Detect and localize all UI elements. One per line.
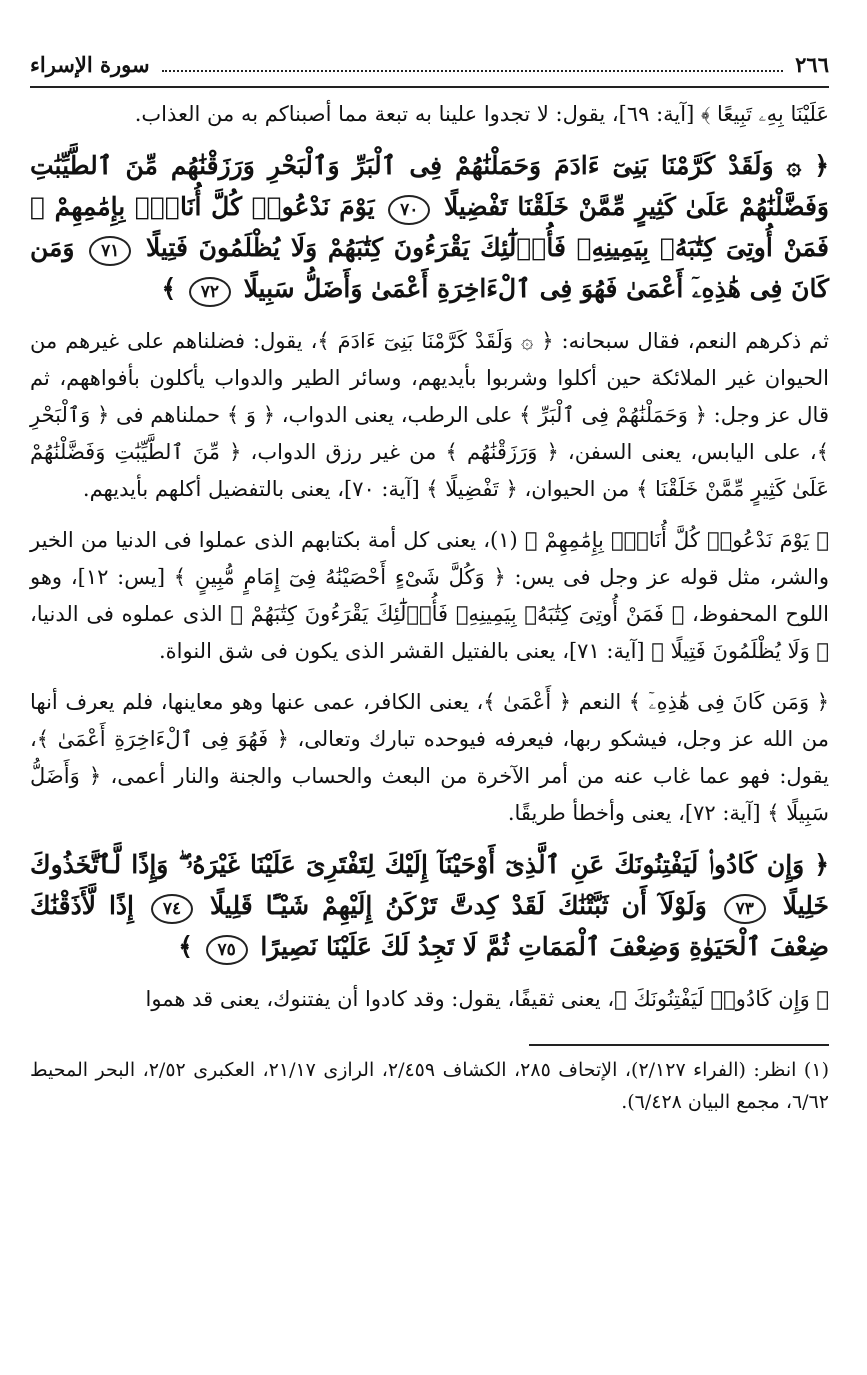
commentary-paragraph-1: ثم ذكرهم النعم، فقال سبحانه: ﴿ ۞ وَلَقَدْ كَرَّمْنَا بَنِىٓ ءَادَمَ ﴾، يقول: فضلناهم على غيرهم من الحيوان غير الملائكة حين أكلوا وشربوا بأيديهم، وسائر الطير والدواب يأكلون بأفواههم، ثم قال عز وجل: ﴿ وَحَمَلْنَٰهُمْ فِى ٱلْبَرِّ ﴾ على الرطب، يعنى الدواب، ﴿ وَ ﴾ حملناهم فى ﴿ وَٱلْبَحْرِ ﴾، على اليابس، يعنى السفن، ﴿ وَرَزَقْنَٰهُم ﴾ من غير رزق الدواب، ﴿ مِّنَ ٱلطَّيِّبَٰتِ وَفَضَّلْنَٰهُمْ عَلَىٰ كَثِيرٍ مِّمَّنْ خَلَقْنَا ﴾ من الحيوان، ﴿ تَفْضِيلًا ﴾ [آية: ٧٠]، يعنى بالتفضيل أكلهم بأيديهم.: [30, 329, 829, 501]
surah-title: سورة الإسراء: [30, 52, 150, 77]
header-rule: [30, 86, 829, 88]
header-dots: [162, 70, 784, 72]
ayah-number-72: ٧٢: [189, 277, 231, 307]
verse-75-text: إِذًا لَّأَذَقْنَٰكَ ضِعْفَ ٱلْحَيَوٰةِ وَضِعْفَ ٱلْمَمَاتِ ثُمَّ لَا تَجِدُ لَكَ عَلَيْنَا نَصِيرًا: [30, 891, 829, 961]
ayah-number-70: ٧٠: [388, 195, 430, 225]
ayah-number-74: ٧٤: [151, 894, 193, 924]
verse-72-text: وَمَن كَانَ فِى هَٰذِهِۦٓ أَعْمَىٰ فَهُوَ فِى ٱلْءَاخِرَةِ أَعْمَىٰ وَأَضَلُّ سَبِيلًا: [30, 233, 829, 303]
book-page: [30, 52, 829, 1355]
footnote: (١) انظر: (الفراء ٢/١٢٧)، الإتحاف ٢٨٥، الكشاف ٢/٤٥٩، الرازى ٢١/١٧، العكبرى ٢/٥٢، البحر المحيط ٦/٦٢، مجمع البيان ٦/٤٢٨).: [30, 1059, 829, 1113]
verse-73-text: ﴿ وَإِن كَادُوا۟ لَيَفْتِنُونَكَ عَنِ ٱلَّذِىٓ أَوْحَيْنَآ إِلَيْكَ لِتَفْتَرِىَ عَلَيْنَا غَيْرَهُۥ ۖ وَإِذًا لَّٱتَّخَذُوكَ خَلِيلًا: [30, 850, 829, 920]
commentary-paragraph-2: ﴿ يَوْمَ نَدْعُوا۟ كُلَّ أُنَاسٍۭ بِإِمَٰمِهِمْ ﴾ (١)، يعنى كل أمة بكتابهم الذى عملوا فى الدنيا من الخير والشر، مثل قوله عز وجل فى يس: ﴿ وَكُلَّ شَىْءٍ أَحْصَيْنَٰهُ فِىٓ إِمَامٍ مُّبِينٍ ﴾ [يس: ١٢]، وهو اللوح المحفوظ، ﴿ فَمَنْ أُوتِىَ كِتَٰبَهُۥ بِيَمِينِهِۦ فَأُو۟لَٰٓئِكَ يَقْرَءُونَ كِتَٰبَهُمْ ﴾ الذى عملوه فى الدنيا، ﴿ وَلَا يُظْلَمُونَ فَتِيلًا ﴾ [آية: ٧١]، يعنى بالفتيل القشر الذى يكون فى شق النواة.: [30, 528, 829, 663]
ayah-number-75: ٧٥: [206, 935, 248, 965]
ayah-number-71: ٧١: [89, 236, 131, 266]
ayah-number-73: ٧٣: [724, 894, 766, 924]
commentary-paragraph-4: ﴿ وَإِن كَادُوا۟ لَيَفْتِنُونَكَ ﴾، يعنى ثقيفًا، يقول: وقد كادوا أن يفتنوك، يعنى قد هموا: [145, 987, 829, 1011]
commentary-paragraph-3: ﴿ وَمَن كَانَ فِى هَٰذِهِۦٓ ﴾ النعم ﴿ أَعْمَىٰ ﴾، يعنى الكافر، عمى عنها وهو معاينها، فلم يعرف أنها من الله عز وجل، فيشكو ربها، فيعرفه فيوحده تبارك وتعالى، ﴿ فَهُوَ فِى ٱلْءَاخِرَةِ أَعْمَىٰ ﴾، يقول: فهو عما غاب عنه من أمر الآخرة من البعث والحساب والجنة والنار أعمى، ﴿ وَأَضَلُّ سَبِيلًا ﴾ [آية: ٧٢]، يعنى وأخطأ طريقًا.: [30, 690, 829, 825]
intro-line: عَلَيْنَا بِهِۦ تَبِيعًا ﴾ [آية: ٦٩]، يقول: لا تجدوا علينا به تبعة مما أصبناكم به من العذاب.: [134, 102, 829, 126]
verse-close-bracket-2: ﴾: [178, 932, 193, 961]
verse-close-bracket: ﴾: [161, 274, 177, 303]
quran-verses-73-75: [30, 844, 829, 967]
page-number: ٢٦٦: [795, 52, 829, 77]
verse-70-text: ﴿ ۞ وَلَقَدْ كَرَّمْنَا بَنِىٓ ءَادَمَ وَحَمَلْنَٰهُمْ فِى ٱلْبَرِّ وَٱلْبَحْرِ وَرَزَقْنَٰهُم مِّنَ ٱلطَّيِّبَٰتِ وَفَضَّلْنَٰهُمْ عَلَىٰ كَثِيرٍ مِّمَّنْ خَلَقْنَا تَفْضِيلًا: [30, 151, 829, 221]
page-header: [30, 52, 829, 82]
footnote-rule: [529, 1044, 829, 1046]
quran-verses-70-72: [30, 145, 829, 309]
verse-71-text: يَوْمَ نَدْعُوا۟ كُلَّ أُنَاسٍۭ بِإِمَٰمِهِمْ ۖ فَمَنْ أُوتِىَ كِتَٰبَهُۥ بِيَمِينِهِۦ فَأُو۟لَٰٓئِكَ يَقْرَءُونَ كِتَٰبَهُمْ وَلَا يُظْلَمُونَ فَتِيلًا: [30, 192, 829, 262]
verse-74-text: وَلَوْلَآ أَن ثَبَّتْنَٰكَ لَقَدْ كِدتَّ تَرْكَنُ إِلَيْهِمْ شَيْـًٔا قَلِيلًا: [209, 891, 707, 920]
